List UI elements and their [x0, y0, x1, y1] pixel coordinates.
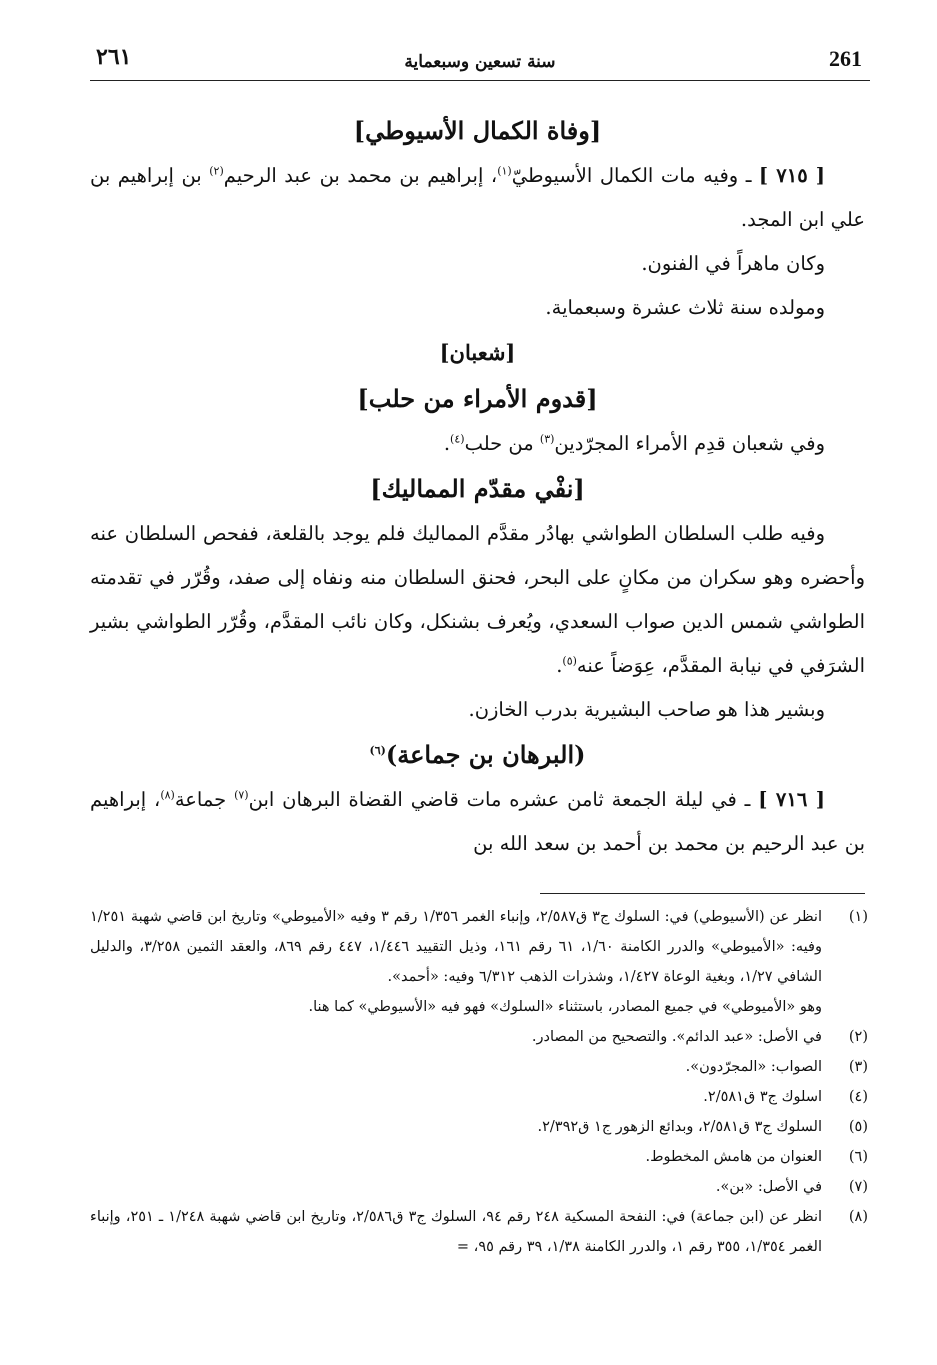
section-heading: [90, 732, 865, 778]
footnote: [90, 1052, 868, 1082]
text-span: .: [556, 654, 563, 677]
section-heading: [شعبان]: [439, 340, 516, 365]
text-span: من حلب: [464, 432, 540, 455]
footnote-mark: (٤): [848, 1089, 868, 1105]
footnote: [90, 1082, 868, 1112]
page-header: [90, 44, 870, 81]
entry-number: [ ٧١٦ ]: [758, 788, 826, 811]
footnote-ref: (٧): [234, 788, 249, 802]
entry-text: بن إبراهيم بن علي ابن المجد.: [90, 164, 865, 231]
page-number-arabic: ٢٦١: [96, 44, 132, 70]
entry-paragraph: [90, 154, 865, 242]
footnote-mark: (٢): [848, 1029, 868, 1045]
footnote-text: انظر عن (ابن جماعة) في: النفحة المسكية ٢٤٨ رقم ٩٤، السلوك ج٣ ق٢/٥٨٦، وتاريخ ابن قاضي شهبة ١/٢٤٨ ـ ٢٥١، وإنباء الغمر ١/٣٥٤، ٣٥٥ رقم ١، والدرر الكامنة ١/٣٨، ٣٩ رقم ٩٥، =: [90, 1209, 823, 1255]
footnote-text: انظر عن (الأسيوطي) في: السلوك ج٣ ق٢/٥٨٧، وإنباء الغمر ١/٣٥٦ رقم ٣ وفيه «الأميوطي» وتاريخ ابن قاضي شهبة ١/٢٥١ وفيه: «الأميوطي» والدرر الكامنة ١/٦٠، ٦١ رقم ١٦١، وذيل التقييد ١/٤٤٦، ٤٤٧ رقم ٨٦٩، والعقد الثمين ٣/٢٥٨، والدليل الشافي ١/٢٧، وبغية الوعاة ١/٤٢٧، وشذرات الذهب ٦/٣١٢ وفيه: «أحمد».: [90, 909, 822, 985]
text-span: .: [443, 432, 451, 455]
footnote-text: اسلوك ج٣ ق٢/٥٨١.: [703, 1089, 822, 1105]
text-span: وفيه طلب السلطان الطواشي بهادُر مقدَّم المماليك فلم يوجد بالقلعة، ففحص السلطان عنه وأحضره وهو سكران من مكانٍ على البحر، فحنق السلطان منه ونفاه إلى صفد، وقُرّر في تقدمته الطواشي شمس الدين صواب السعدي، ويُعرف بشنكل، وكان نائب المقدَّم، وقُرّر الطواشي بشير الشرَفي في نيابة المقدَّم، عِوَضاً عنه: [90, 522, 865, 677]
footnote-text: في الأصل: «بن».: [715, 1179, 822, 1195]
heading-text: (البرهان بن جماعة): [385, 740, 586, 769]
footnotes: [90, 902, 868, 1262]
footnote-mark: (٨): [848, 1209, 868, 1225]
text-line: [90, 422, 865, 466]
footnote-ref: (٤): [450, 432, 465, 446]
footnote-ref: (١): [497, 164, 512, 178]
text-line: وبشير هذا هو صاحب البشيرية بدرب الخازن.: [468, 698, 825, 721]
footnote-ref: (٢): [209, 164, 224, 178]
footnote-mark: (١): [848, 909, 868, 925]
footnote-text: السلوك ج٣ ق٢/٥٨١، وبدائع الزهور ج١ ق٢/٣٩٢.: [537, 1119, 822, 1135]
entry-text: ـ في ليلة الجمعة ثامن عشره مات قاضي القضاة البرهان ابن: [248, 788, 759, 811]
footnote: [90, 1142, 868, 1172]
footnote-text: في الأصل: «عبد الدائم». والتصحيح من المصادر.: [531, 1029, 822, 1045]
footnote-ref: (٣): [539, 432, 555, 446]
footnote-mark: (٦): [848, 1149, 868, 1165]
footnote-ref: (٨): [160, 788, 175, 802]
footnote: [90, 1022, 868, 1052]
text-line: ومولده سنة ثلاث عشرة وسبعماية.: [545, 296, 825, 319]
entry-text: جماعة: [174, 788, 235, 811]
footnote-text: وهو «الأميوطي» في جميع المصادر، باستثناء «السلوك» فهو فيه «الأسيوطي» كما هنا.: [308, 999, 822, 1015]
entry-number: [ ٧١٥ ]: [758, 164, 826, 187]
section-heading: [وفاة الكمال الأسيوطي]: [353, 116, 602, 145]
footnote: [90, 1112, 868, 1142]
footnote-ref: (٦): [369, 744, 386, 757]
entry-text: ـ وفيه مات الكمال الأسيوطيّ: [511, 164, 759, 187]
footnote: [90, 1172, 868, 1202]
footnote: [90, 902, 868, 992]
main-text: [90, 108, 865, 866]
footnote-mark: (٧): [848, 1179, 868, 1195]
footnote-text: العنوان من هامش المخطوط.: [645, 1149, 822, 1165]
footnote-text: الصواب: «المجرّدون».: [685, 1059, 822, 1075]
section-heading: [قدوم الأمراء من حلب]: [357, 384, 598, 413]
page-number-latin: 261: [829, 46, 862, 71]
entry-paragraph: [90, 778, 865, 866]
footnote: [90, 1202, 868, 1262]
section-heading: [نفْي مقدّم المماليك]: [370, 474, 585, 503]
footnote-mark: (٥): [848, 1119, 868, 1135]
text-line: وكان ماهراً في الفنون.: [641, 252, 825, 275]
text-span: وفي شعبان قدِم الأمراء المجرّدين: [554, 432, 825, 455]
footnote-separator: [540, 893, 865, 894]
paragraph: [90, 512, 865, 688]
footnote-mark: (٣): [848, 1059, 868, 1075]
running-title: سنة تسعين وسبعماية: [404, 52, 556, 72]
entry-text: ، إبراهيم بن عبد الرحيم بن محمد بن أحمد بن سعد الله بن: [90, 788, 865, 855]
footnote-ref: (٥): [562, 654, 577, 668]
footnote: [90, 992, 868, 1022]
entry-text: ، إبراهيم بن محمد بن عبد الرحيم: [223, 164, 498, 187]
